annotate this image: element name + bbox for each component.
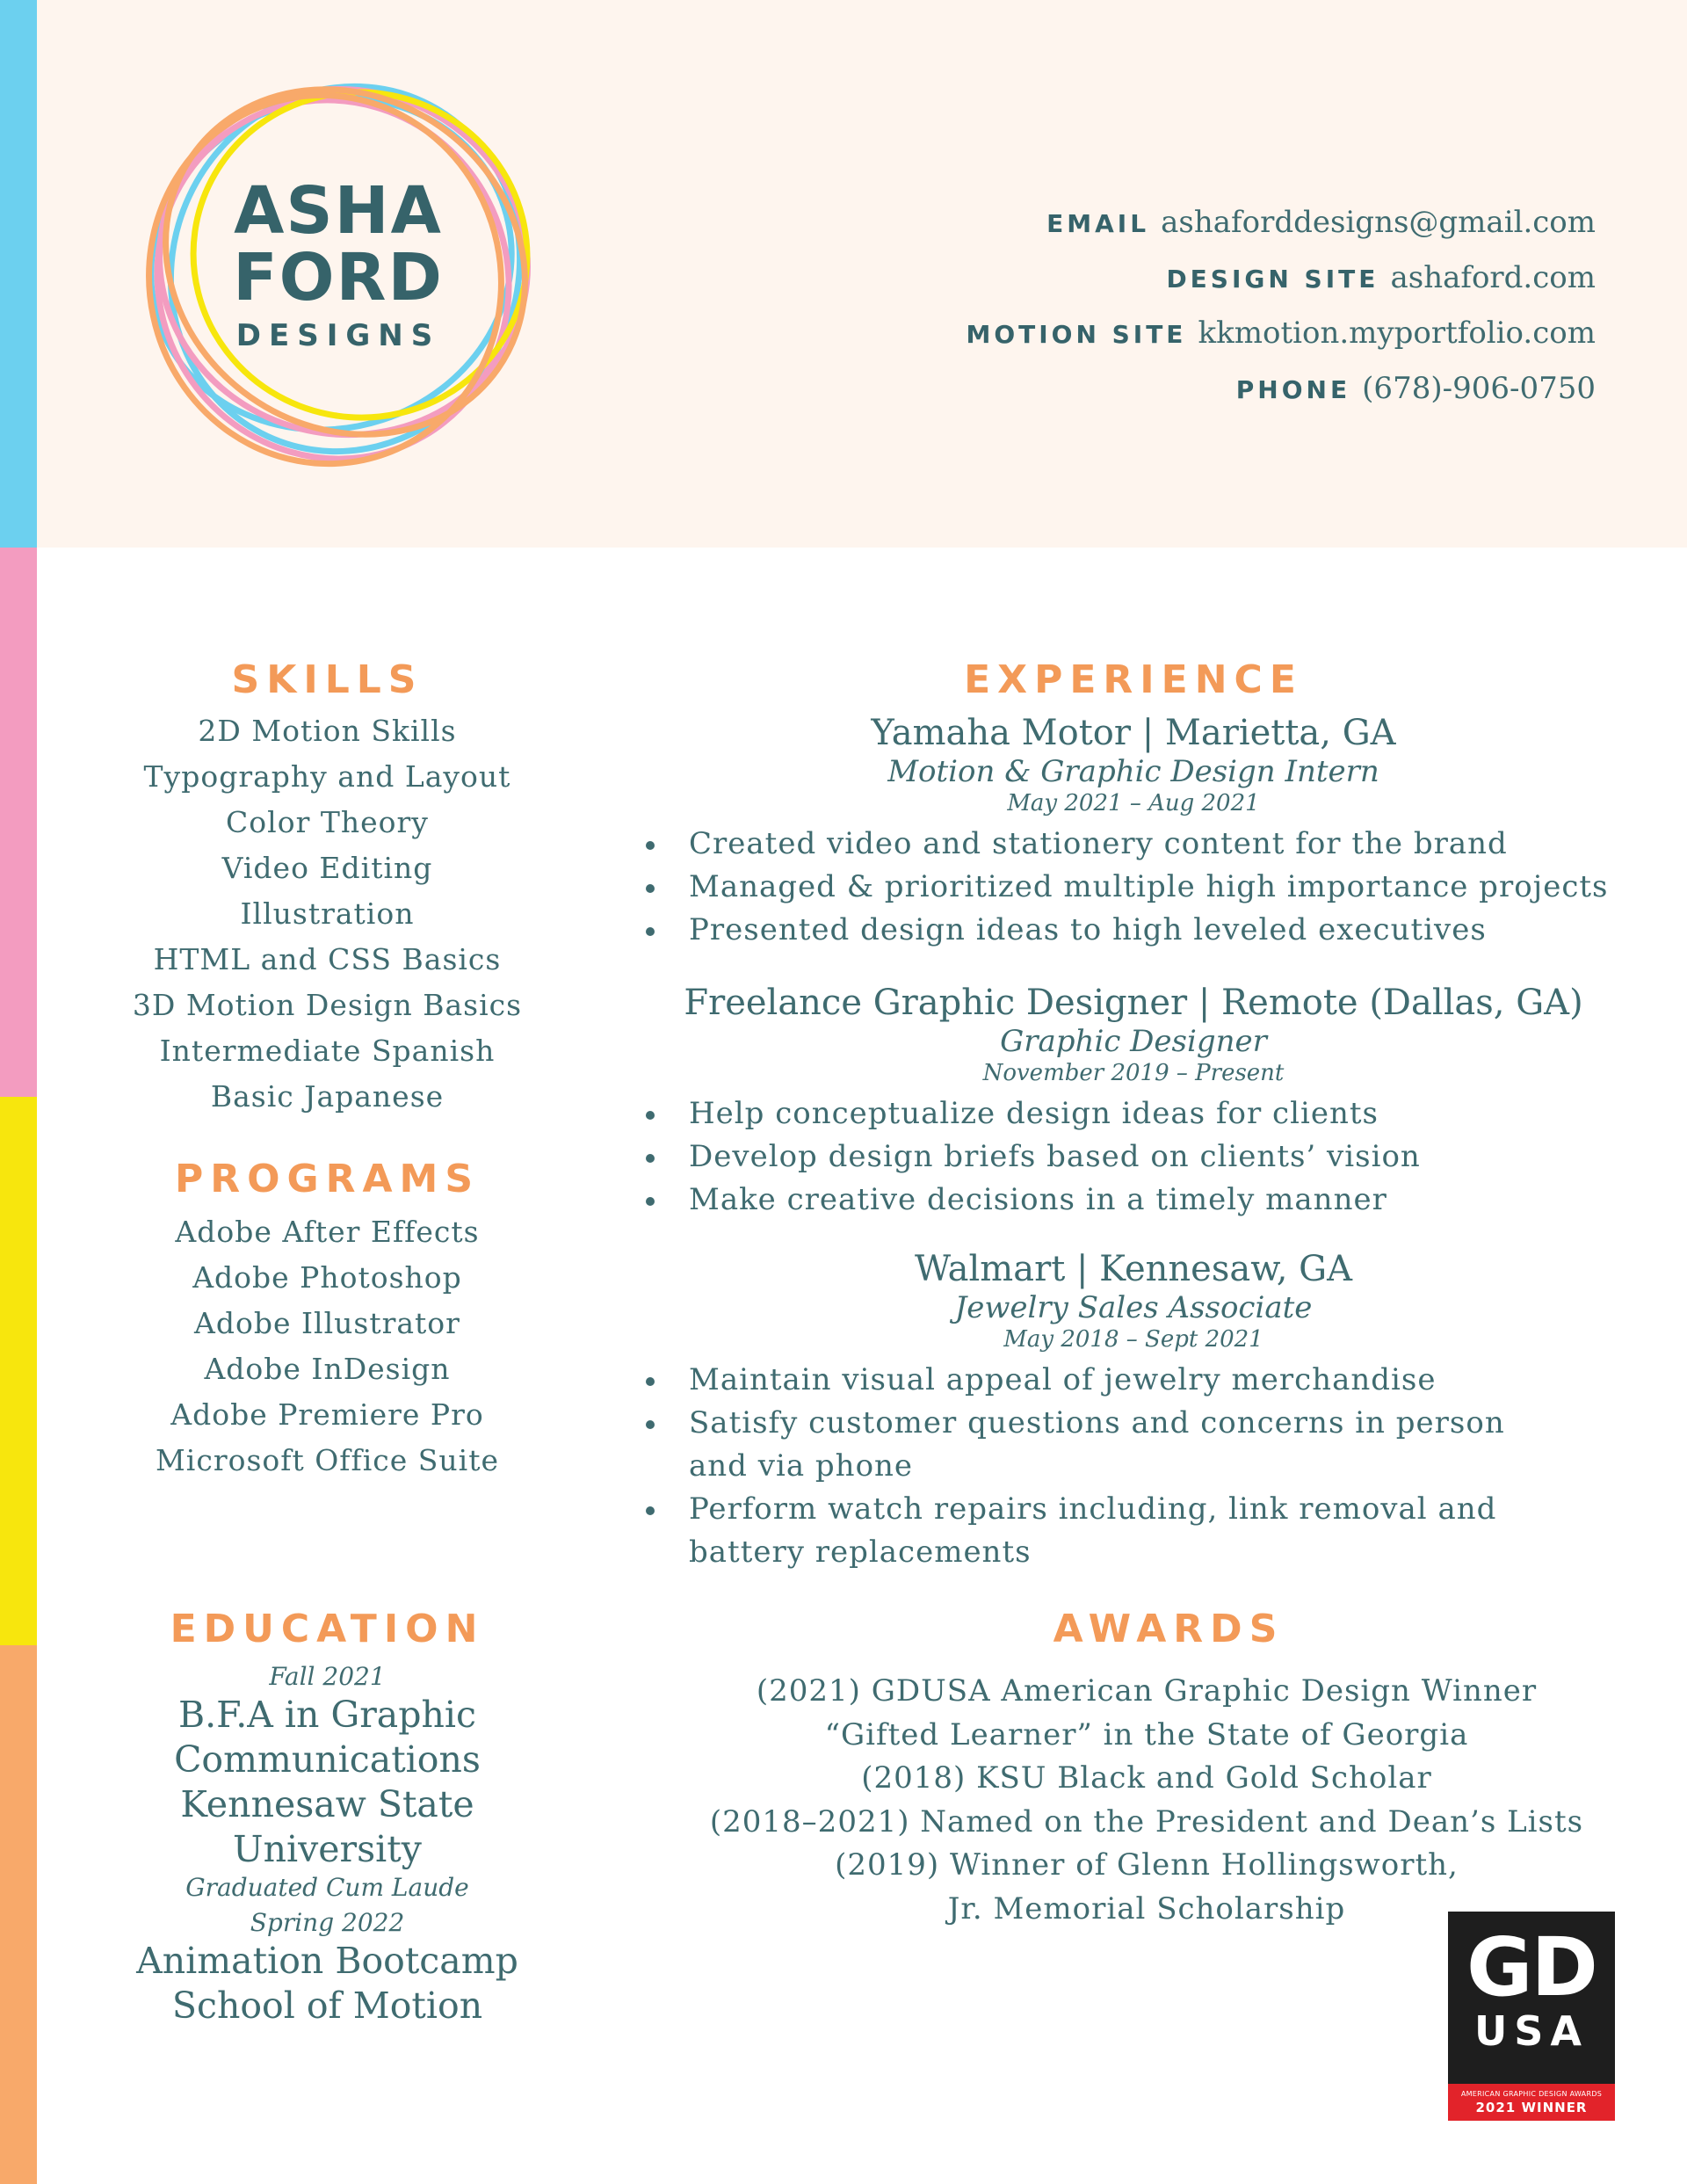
award-line: (2021) GDUSA American Graphic Design Winner (756, 1673, 1538, 1709)
logo-text-designs: DESIGNS (235, 318, 441, 353)
stripe-yellow (0, 1097, 37, 1645)
contact-label: DESIGN SITE (1166, 265, 1379, 294)
badge-gd-text: GD (1466, 1920, 1596, 2014)
job-dates: May 2018 – Sept 2021 (1003, 1326, 1263, 1353)
education-program: Animation Bootcamp (136, 1940, 518, 1982)
education-school: Kennesaw State University (180, 1783, 474, 1870)
logo-text-asha: ASHA (234, 173, 443, 249)
education-entry (88, 1661, 567, 1904)
list-item: Presented design ideas to high leveled executives (624, 909, 1643, 952)
contact-label: MOTION SITE (966, 320, 1187, 349)
skills-list (88, 708, 567, 1120)
list-item: Adobe Premiere Pro (170, 1397, 484, 1432)
job-role: Jewelry Sales Associate (954, 1290, 1313, 1325)
job-bullets (624, 823, 1643, 952)
contact-block (966, 195, 1596, 417)
gdusa-badge (1448, 1912, 1615, 2121)
education-school: School of Motion (171, 1984, 483, 2027)
contact-phone (966, 361, 1596, 417)
list-item: Develop design briefs based on clients’ vision (624, 1136, 1643, 1179)
award-line: (2019) Winner of Glenn Hollingsworth, (835, 1847, 1459, 1883)
skills-heading: SKILLS (231, 657, 424, 702)
list-item: Make creative decisions in a timely manner (624, 1179, 1643, 1222)
stripe-pink (0, 548, 37, 1097)
education-degree: B.F.A in Graphic (178, 1694, 476, 1736)
award-line: “Gifted Learner” in the State of Georgia (824, 1716, 1469, 1752)
list-item: Microsoft Office Suite (156, 1443, 499, 1477)
list-item: Managed & prioritized multiple high importance projects (624, 866, 1643, 909)
job-bullets (624, 1359, 1643, 1574)
email-link[interactable]: ashaforddesigns@gmail.com (1161, 205, 1596, 240)
programs-list (88, 1209, 567, 1484)
job-dates: May 2021 – Aug 2021 (1007, 790, 1260, 816)
job-entry (624, 1248, 1643, 1574)
education-note: Graduated Cum Laude (185, 1873, 469, 1902)
job-entry (624, 712, 1643, 952)
list-item: Adobe Illustrator (194, 1306, 460, 1340)
list-item: Typography and Layout (143, 759, 511, 794)
list-item-continuation: battery replacements (689, 1535, 1032, 1570)
list-item: 3D Motion Design Basics (132, 988, 523, 1022)
design-site-link[interactable]: ashaford.com (1390, 260, 1596, 295)
list-item: Created video and stationery content for the brand (624, 823, 1643, 866)
badge-usa-text: USA (1473, 2007, 1589, 2055)
list-item: Adobe After Effects (175, 1215, 480, 1249)
list-item: Perform watch repairs including, link removal and (624, 1488, 1643, 1531)
job-role: Motion & Graphic Design Intern (887, 754, 1379, 789)
education-degree: Communications (174, 1738, 481, 1781)
job-entry (624, 982, 1643, 1222)
logo (136, 60, 540, 482)
motion-site-link[interactable]: kkmotion.myportfolio.com (1198, 316, 1596, 351)
contact-design-site (966, 250, 1596, 306)
list-item: Illustration (240, 896, 415, 931)
list-item: Video Editing (221, 851, 433, 885)
list-item: Satisfy customer questions and concerns in person (624, 1402, 1643, 1445)
stripe-orange (0, 1645, 37, 2184)
awards-heading: AWARDS (1053, 1607, 1285, 1651)
stripe-blue (0, 0, 37, 548)
list-item: Intermediate Spanish (159, 1034, 496, 1068)
job-bullets (624, 1092, 1643, 1222)
job-company: Walmart | Kennesaw, GA (915, 1249, 1352, 1289)
list-item-continuation: and via phone (689, 1448, 914, 1484)
list-item: Maintain visual appeal of jewelry merchandise (624, 1359, 1643, 1402)
experience-heading: EXPERIENCE (964, 657, 1303, 702)
contact-label: EMAIL (1046, 209, 1150, 238)
contact-motion-site (966, 306, 1596, 361)
award-line: (2018) KSU Black and Gold Scholar (861, 1760, 1432, 1796)
badge-winner-bar (1448, 2084, 1615, 2121)
phone-link[interactable]: (678)-906-0750 (1362, 371, 1596, 406)
award-line: Jr. Memorial Scholarship (947, 1890, 1346, 1926)
badge-awards-text: AMERICAN GRAPHIC DESIGN AWARDS (1460, 2090, 1603, 2098)
list-item: HTML and CSS Basics (153, 942, 502, 976)
list-item: 2D Motion Skills (198, 714, 457, 748)
list-item: Color Theory (226, 805, 429, 839)
job-company: Yamaha Motor | Marietta, GA (871, 713, 1396, 753)
contact-email (966, 195, 1596, 250)
logo-text-ford: FORD (233, 240, 444, 316)
badge-winner-text: 2021 WINNER (1475, 2100, 1588, 2115)
list-item: Adobe Photoshop (192, 1260, 462, 1295)
awards-list (685, 1670, 1608, 1931)
job-role: Graphic Designer (1000, 1024, 1267, 1059)
list-item: Basic Japanese (210, 1079, 445, 1114)
job-company: Freelance Graphic Designer | Remote (Dallas, GA) (684, 983, 1583, 1023)
programs-heading: PROGRAMS (174, 1157, 481, 1201)
education-heading: EDUCATION (170, 1607, 485, 1651)
list-item: Help conceptualize design ideas for clients (624, 1092, 1643, 1136)
list-item: Adobe InDesign (204, 1352, 451, 1386)
education-date: Fall 2021 (269, 1662, 386, 1691)
contact-label: PHONE (1235, 375, 1351, 404)
award-line: (2018–2021) Named on the President and Dean’s Lists (709, 1803, 1584, 1839)
job-dates: November 2019 – Present (982, 1060, 1285, 1086)
education-date: Spring 2022 (250, 1908, 405, 1937)
education-entry (88, 1907, 567, 2028)
